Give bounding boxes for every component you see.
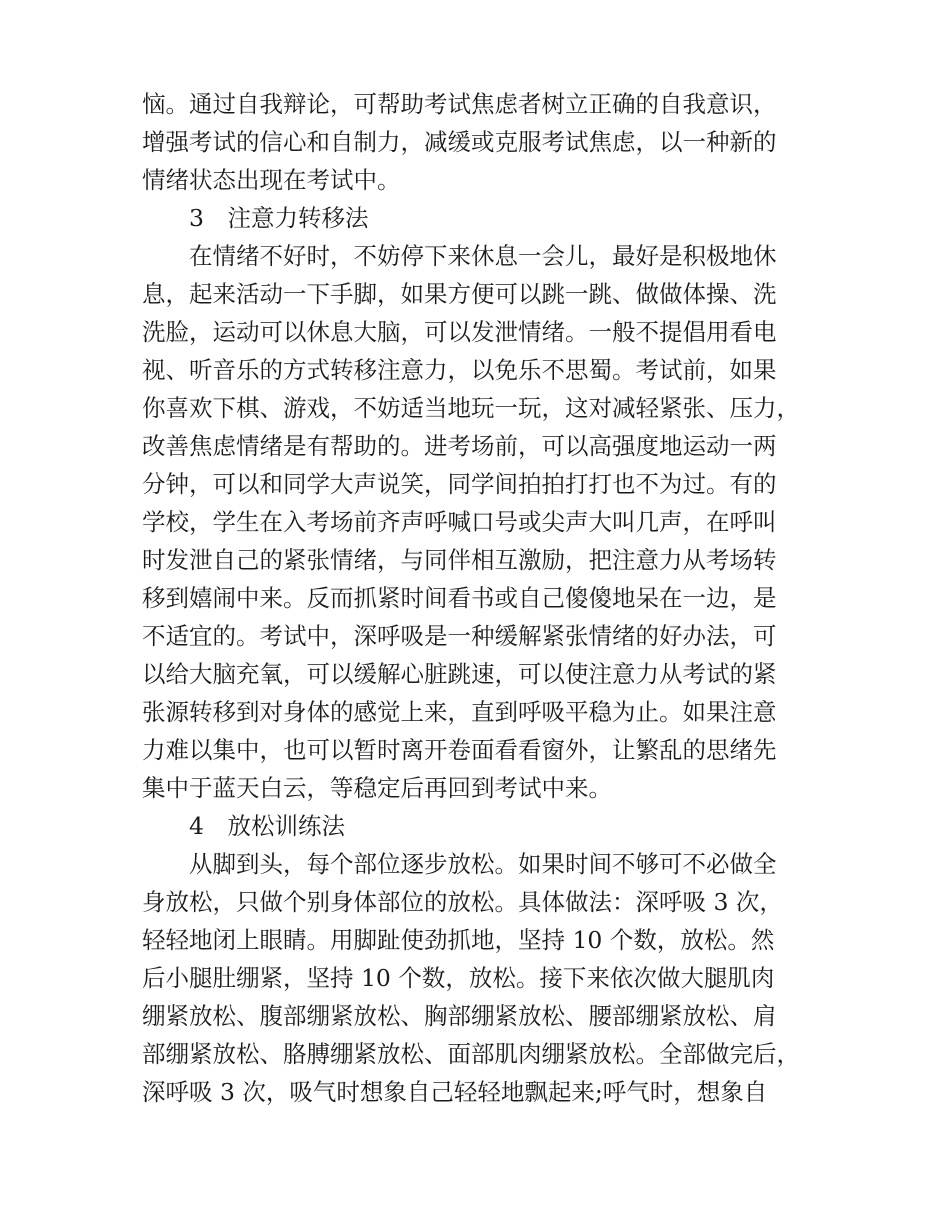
text-line: 移到嬉闹中来。反而抓紧时间看书或自己傻傻地呆在一边，是 — [142, 584, 777, 612]
text-line: 时发泄自己的紧张情绪，与同伴相互激励，把注意力从考场转 — [142, 546, 777, 574]
text-line: 集中于蓝天白云，等稳定后再回到考试中来。 — [142, 774, 612, 802]
text-line: 视、听音乐的方式转移注意力，以免乐不思蜀。考试前，如果 — [142, 356, 777, 384]
text-line: 后小腿肚绷紧，坚持 10 个数，放松。接下来依次做大腿肌肉 — [142, 964, 775, 992]
text-line: 在情绪不好时，不妨停下来休息一会儿，最好是积极地休 — [189, 242, 777, 270]
text-line: 改善焦虑情绪是有帮助的。进考场前，可以高强度地运动一两 — [142, 432, 777, 460]
text-line: 轻轻地闭上眼睛。用脚趾使劲抓地，坚持 10 个数，放松。然 — [142, 926, 775, 954]
text-line: 你喜欢下棋、游戏，不妨适当地玩一玩，这对减轻紧张、压力， — [142, 394, 800, 422]
text-line: 部绷紧放松、胳膊绷紧放松、面部肌肉绷紧放松。全部做完后， — [142, 1040, 800, 1068]
text-line: 增强考试的信心和自制力，减缓或克服考试焦虑，以一种新的 — [142, 128, 777, 156]
text-line: 学校，学生在入考场前齐声呼喊口号或尖声大叫几声，在呼叫 — [142, 508, 777, 536]
text-line: 张源转移到对身体的感觉上来，直到呼吸平稳为止。如果注意 — [142, 698, 777, 726]
text-line: 从脚到头，每个部位逐步放松。如果时间不够可不必做全 — [189, 850, 777, 878]
text-line: 身放松，只做个别身体部位的放松。具体做法：深呼吸 3 次， — [142, 888, 783, 916]
text-line: 不适宜的。考试中，深呼吸是一种缓解紧张情绪的好办法，可 — [142, 622, 777, 650]
text-line: 以给大脑充氧，可以缓解心脏跳速，可以使注意力从考试的紧 — [142, 660, 777, 688]
text-line: 绷紧放松、腹部绷紧放松、胸部绷紧放松、腰部绷紧放松、肩 — [142, 1002, 777, 1030]
text-line: 深呼吸 3 次，吸气时想象自己轻轻地飘起来;呼气时，想象自 — [142, 1078, 768, 1106]
text-line: 洗脸，运动可以休息大脑，可以发泄情绪。一般不提倡用看电 — [142, 318, 777, 346]
text-line: 息，起来活动一下手脚，如果方便可以跳一跳、做做体操、洗 — [142, 280, 777, 308]
text-line: 恼。通过自我辩论，可帮助考试焦虑者树立正确的自我意识， — [142, 90, 777, 118]
text-line: 分钟，可以和同学大声说笑，同学间拍拍打打也不为过。有的 — [142, 470, 777, 498]
section-heading: 4 放松训练法 — [189, 812, 345, 840]
text-line: 情绪状态出现在考试中。 — [142, 166, 401, 194]
text-line: 力难以集中，也可以暂时离开卷面看看窗外，让繁乱的思绪先 — [142, 736, 777, 764]
section-heading: 3 注意力转移法 — [189, 204, 369, 232]
